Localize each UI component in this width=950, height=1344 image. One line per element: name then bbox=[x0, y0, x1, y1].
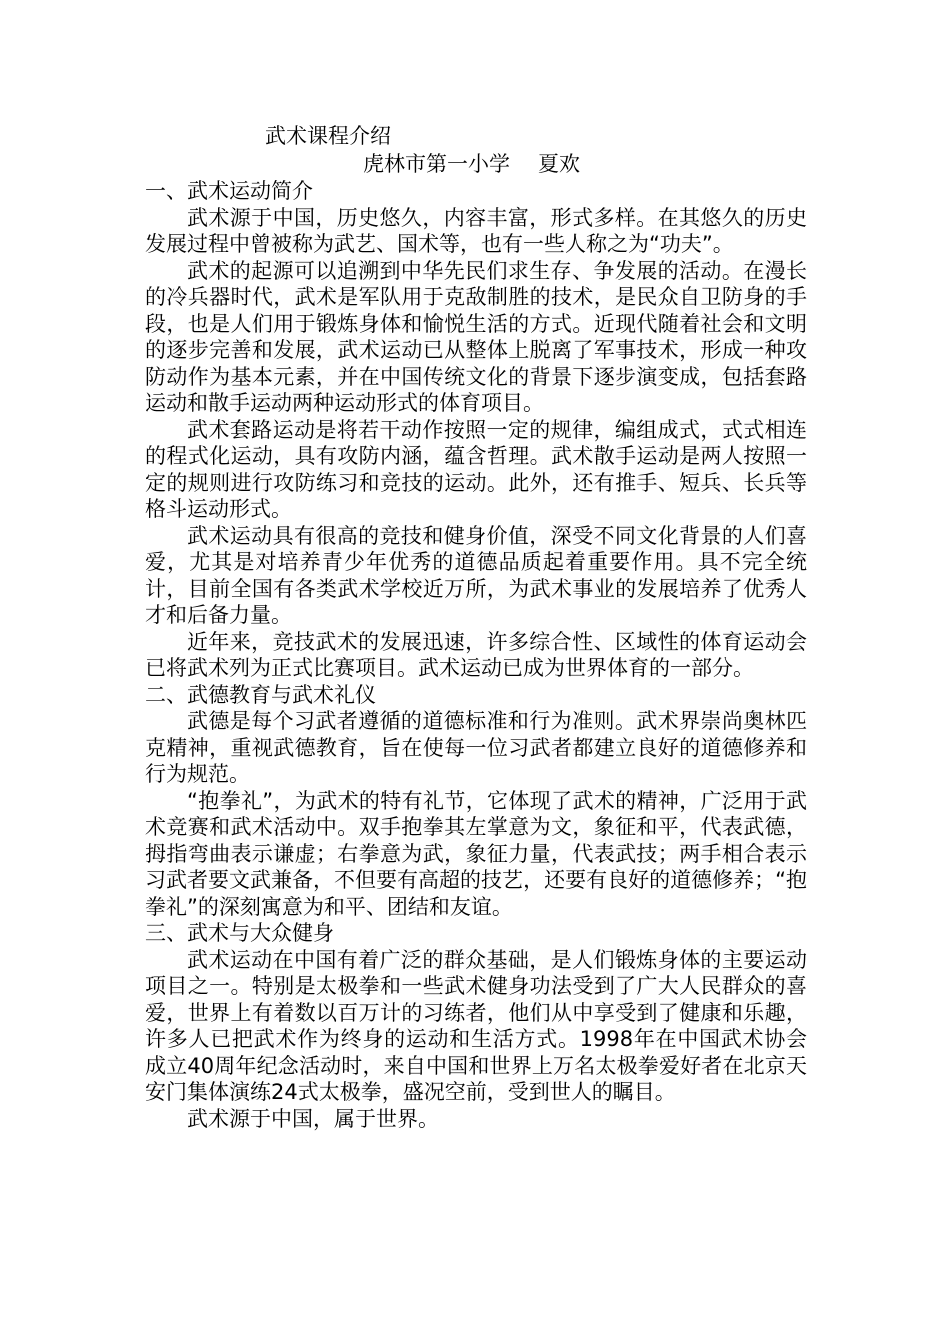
section-heading: 一、武术运动简介 bbox=[145, 179, 313, 203]
paragraph: 武术的起源可以追溯到中华先民们求生存、争发展的活动。在漫长的冷兵器时代，武术是军队用于克敌制胜的技术，是民众自卫防身的手段，也是人们用于锻炼身体和愉悦生活的方式。近现代随着社会和文明的逐步完善和发展，武术运动已从整体上脱离了军事技术，形成一种攻防动作为基本元素，并在中国传统文化的背景下逐步演变成，包括套路运动和散手运动两种运动形式的体育项目。 bbox=[145, 258, 807, 415]
section-heading: 三、武术与大众健身 bbox=[145, 921, 334, 945]
paragraph: “抱拳礼”，为武术的特有礼节，它体现了武术的精神，广泛用于武术竞赛和武术活动中。双手抱拳其左掌意为文，象征和平，代表武德，拇指弯曲表示谦虚；右拳意为武，象征力量，代表武技；两手相合表示习武者要文武兼备，不但要有高超的技艺，还要有良好的道德修养；“抱拳礼”的深刻寓意为和平、团结和友谊。 bbox=[145, 788, 807, 919]
document-page bbox=[145, 122, 807, 1132]
section-intro bbox=[145, 178, 807, 682]
section-fitness bbox=[145, 920, 807, 1132]
author-name: 夏欢 bbox=[538, 152, 580, 176]
paragraph: 武德是每个习武者遵循的道德标准和行为准则。武术界崇尚奥林匹克精神，重视武德教育，旨在使每一位习武者都建立良好的道德修养和行为规范。 bbox=[145, 709, 807, 786]
paragraph: 武术源于中国，历史悠久，内容丰富，形式多样。在其悠久的历史发展过程中曾被称为武艺、国术等，也有一些人称之为“功夫”。 bbox=[145, 205, 807, 256]
section-heading: 二、武德教育与武术礼仪 bbox=[145, 682, 376, 707]
paragraph: 武术套路运动是将若干动作按照一定的规律，编组成式，式式相连的程式化运动，具有攻防内涵，蕴含哲理。武术散手运动是两人按照一定的规则进行攻防练习和竞技的运动。此外，还有推手、短兵、长兵等格斗运动形式。 bbox=[145, 417, 807, 521]
author-line bbox=[363, 150, 807, 178]
paragraph: 近年来，竞技武术的发展迅速，许多综合性、区域性的体育运动会已将武术列为正式比赛项目。武术运动已成为世界体育的一部分。 bbox=[145, 629, 807, 680]
paragraph: 武术源于中国，属于世界。 bbox=[187, 1106, 439, 1131]
document-title: 武术课程介绍 bbox=[265, 124, 391, 148]
paragraph: 武术运动具有很高的竞技和健身价值，深受不同文化背景的人们喜爱，尤其是对培养青少年优秀的道德品质起着重要作用。具不完全统计，目前全国有各类武术学校近万所，为武术事业的发展培养了优秀人才和后备力量。 bbox=[145, 523, 807, 627]
paragraph: 武术运动在中国有着广泛的群众基础，是人们锻炼身体的主要运动项目之一。特别是太极拳和一些武术健身功法受到了广大人民群众的喜爱，世界上有着数以百万计的习练者，他们从中享受到了健康和乐趣，许多人已把武术作为终身的运动和生活方式。1998年在中国武术协会成立40周年纪念活动时，来自中国和世界上万名太极拳爱好者在北京天安门集体演练24式太极拳，盛况空前，受到世人的瞩目。 bbox=[145, 947, 807, 1104]
school-name: 虎林市第一小学 bbox=[363, 152, 510, 176]
section-ethics bbox=[145, 682, 807, 921]
